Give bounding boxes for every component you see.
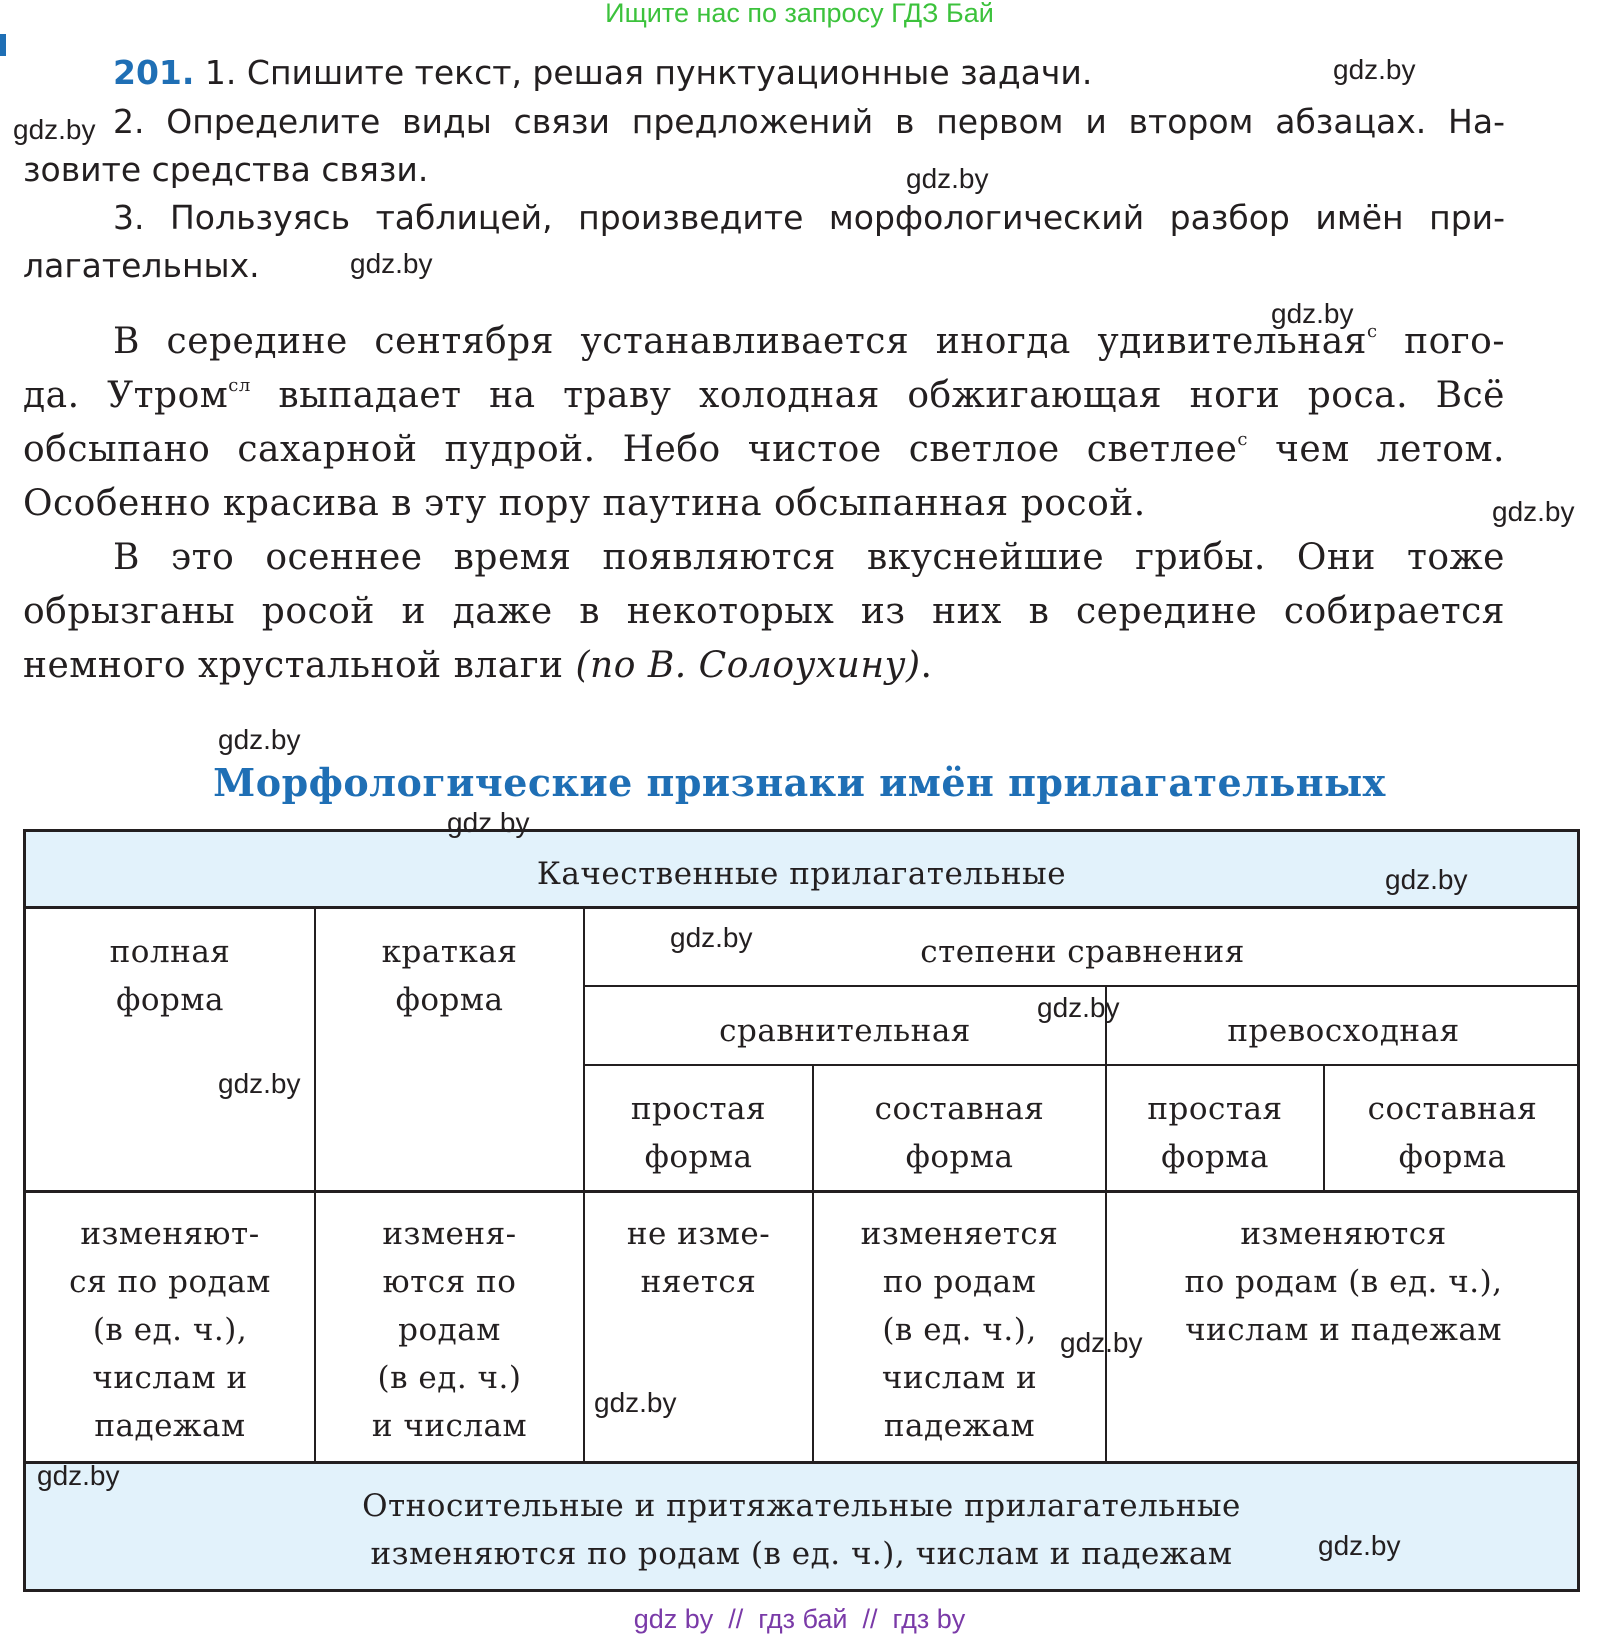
col-superlative: превосходная xyxy=(1227,1013,1460,1049)
watermark: gdz.by xyxy=(1318,1530,1401,1561)
text-p2-line-2: обрызганы росой и даже в некоторых из них в середине собирается xyxy=(23,591,1505,632)
rule-h2 xyxy=(583,985,1580,987)
rule-h3 xyxy=(583,1064,1580,1066)
table-title: Морфологические признаки имён прилагательных xyxy=(213,760,1386,805)
cell-short-form: изменя- ются по родам (в ед. ч.) и числам xyxy=(371,1216,528,1444)
col-comp-simple: простая форма xyxy=(630,1091,767,1175)
rule-h5 xyxy=(23,1461,1580,1464)
watermark: gdz.by xyxy=(1385,864,1468,895)
rule-h1 xyxy=(23,906,1580,909)
watermark: gdz.by xyxy=(37,1460,120,1491)
text-p1-line-2: да. Утром$^{сл}$ выпадает на траву холодная обжигающая ноги роса. Всё xyxy=(23,375,1505,416)
watermark: gdz.by xyxy=(594,1387,677,1418)
watermark: gdz.by xyxy=(218,724,301,755)
rule-h4 xyxy=(23,1190,1580,1193)
watermark: gdz.by xyxy=(447,807,530,838)
task-line-5: лагательных. xyxy=(23,246,260,285)
col-degrees: степени сравнения xyxy=(920,934,1245,970)
watermark: gdz.by xyxy=(1333,54,1416,85)
watermark: gdz.by xyxy=(218,1068,301,1099)
watermark: gdz.by xyxy=(670,922,753,953)
col-comparative: сравнительная xyxy=(719,1013,971,1049)
watermark: gdz.by xyxy=(906,163,989,194)
task-number: 201. xyxy=(113,53,195,92)
watermark: gdz.by xyxy=(13,114,96,145)
text-p1-line-4: Особенно красива в эту пору паутина обсыпанная росой. xyxy=(23,483,1146,524)
task-line-4: 3. Пользуясь таблицей, произведите морфологический разбор имён при- xyxy=(113,198,1505,237)
text-author: (по В. Солоухину) xyxy=(563,645,921,686)
search-banner: Ищите нас по запросу ГДЗ Бай xyxy=(605,0,994,28)
page-footer: gdz by // гдз бай // гдз by xyxy=(633,1604,966,1634)
cell-superlative: изменяются по родам (в ед. ч.), числам и падежам xyxy=(1184,1216,1503,1348)
task-line-3: зовите средства связи. xyxy=(23,150,429,189)
task-line-1-text: 1. Спишите текст, решая пунктуационные задачи. xyxy=(204,53,1093,92)
col-short-form: краткая форма xyxy=(381,934,518,1018)
watermark: gdz.by xyxy=(1492,496,1575,527)
header-qualitative: Качественные прилагательные xyxy=(536,856,1067,892)
col-comp-compound: составная форма xyxy=(874,1091,1045,1175)
cell-comp-simple: не изме- няется xyxy=(626,1216,771,1300)
col-sup-compound: составная форма xyxy=(1367,1091,1538,1175)
cell-full-form: изменяют- ся по родам (в ед. ч.), числам и падежам xyxy=(69,1216,271,1444)
rule-v2 xyxy=(583,906,585,1463)
cell-relative-possessive: Относительные и притяжательные прилагательные изменяются по родам (в ед. ч.), числам и падежам xyxy=(362,1488,1241,1572)
watermark: gdz.by xyxy=(350,248,433,279)
text-p1-line-1: В середине сентября устанавливается иногда удивительная$^с$ пого- xyxy=(113,321,1506,362)
text-p1-line-3: обсыпано сахарной пудрой. Небо чистое светлое светлее$^с$ чем летом. xyxy=(23,429,1505,470)
page-edge-marker xyxy=(0,34,6,56)
task-line-2: 2. Определите виды связи предложений в первом и втором абзацах. На- xyxy=(113,102,1505,141)
watermark: gdz.by xyxy=(1060,1327,1143,1358)
watermark: gdz.by xyxy=(1271,298,1354,329)
col-sup-simple: простая форма xyxy=(1147,1091,1283,1175)
watermark: gdz.by xyxy=(1037,992,1120,1023)
task-line-1 xyxy=(113,48,1092,98)
col-full-form: полная форма xyxy=(109,934,231,1018)
cell-comp-compound: изменяется по родам (в ед. ч.), числам и падежам xyxy=(860,1216,1059,1444)
text-p2-line-3: немного хрустальной влаги (по В. Солоухину). xyxy=(23,645,933,686)
text-p2-line-1: В это осеннее время появляются вкуснейшие грибы. Они тоже xyxy=(113,537,1505,578)
